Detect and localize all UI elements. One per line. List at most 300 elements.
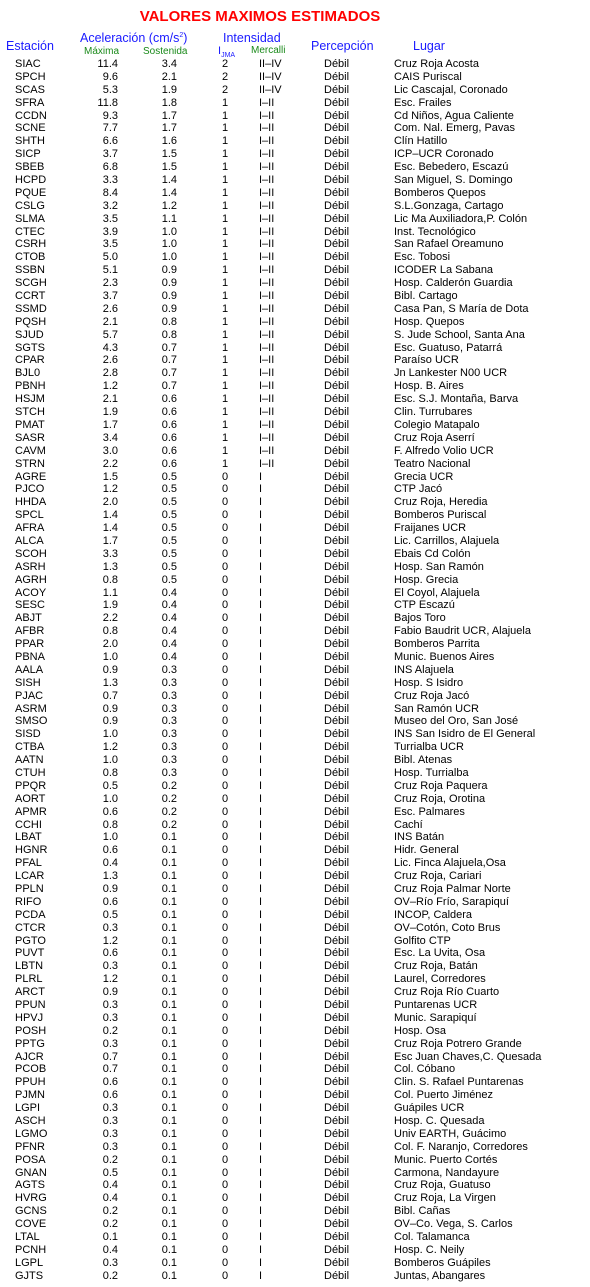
station-code: PGTO <box>15 934 46 947</box>
perception: Débil <box>324 58 350 70</box>
max-acceleration: 0.2 <box>102 1205 118 1218</box>
station-code: PQUE <box>15 186 47 199</box>
location: ICP–UCR Coronado <box>394 148 494 161</box>
location: Cruz Roja, Heredia <box>394 496 488 509</box>
table-row <box>0 819 590 832</box>
table-row <box>0 883 590 896</box>
sustained-acceleration: 0.2 <box>161 818 177 831</box>
max-acceleration: 1.9 <box>102 599 118 612</box>
ijma-intensity: 0 <box>221 483 229 496</box>
perception: Débil <box>324 431 350 444</box>
perception: Débil <box>324 457 350 470</box>
ijma-intensity: 0 <box>221 1050 229 1063</box>
max-acceleration: 1.9 <box>102 406 118 419</box>
location: Clin. S. Rafael Puntarenas <box>394 1076 524 1089</box>
station-code: GNAN <box>15 1166 47 1179</box>
max-acceleration: 1.0 <box>102 792 118 805</box>
table-row <box>0 909 590 922</box>
location: S. Jude School, Santa Ana <box>394 328 525 341</box>
mercalli-intensity: I <box>259 1192 263 1205</box>
mercalli-intensity: I <box>259 650 263 663</box>
table-row <box>0 1167 590 1180</box>
station-code: ABJT <box>15 612 42 625</box>
table-row <box>0 329 590 342</box>
max-acceleration: 5.0 <box>102 251 118 264</box>
perception: Débil <box>324 599 350 612</box>
station-code: ASRM <box>15 702 47 715</box>
perception: Débil <box>324 947 350 960</box>
mercalli-intensity: I <box>259 470 263 483</box>
mercalli-intensity: I <box>259 728 263 741</box>
max-acceleration: 3.2 <box>102 199 118 212</box>
ijma-intensity: 0 <box>221 1218 229 1231</box>
sustained-acceleration: 3.4 <box>161 58 177 70</box>
ijma-intensity: 1 <box>221 444 229 457</box>
mercalli-intensity: I <box>259 1243 263 1256</box>
table-row <box>0 947 590 960</box>
perception: Débil <box>324 921 350 934</box>
location: Col. Puerto Jiménez <box>394 1089 494 1102</box>
perception: Débil <box>324 638 350 651</box>
perception: Débil <box>324 238 350 251</box>
ijma-intensity: 0 <box>221 960 229 973</box>
sustained-acceleration: 0.3 <box>161 741 177 754</box>
location: El Coyol, Alajuela <box>394 586 480 599</box>
location: Lic Cascajal, Coronado <box>394 83 508 96</box>
max-acceleration: 0.6 <box>102 947 118 960</box>
mercalli-intensity: I <box>259 702 263 715</box>
sustained-acceleration: 1.6 <box>161 135 177 148</box>
table-row <box>0 857 590 870</box>
table-row <box>0 174 590 187</box>
mercalli-intensity: I <box>259 560 263 573</box>
ijma-intensity: 1 <box>221 277 229 290</box>
mercalli-intensity: I <box>259 483 263 496</box>
max-acceleration: 0.9 <box>102 986 118 999</box>
table-row <box>0 728 590 741</box>
station-code: LGPI <box>15 1102 41 1115</box>
location: Ebais Cd Colón <box>394 547 471 560</box>
mercalli-intensity: I–II <box>259 277 275 290</box>
station-code: PCNH <box>15 1243 47 1256</box>
max-acceleration: 0.8 <box>102 573 118 586</box>
sustained-acceleration: 0.1 <box>161 1063 177 1076</box>
mercalli-intensity: I <box>259 496 263 509</box>
table-row <box>0 677 590 690</box>
perception: Débil <box>324 857 350 870</box>
table-row <box>0 574 590 587</box>
mercalli-intensity: I <box>259 947 263 960</box>
sustained-acceleration: 0.7 <box>161 341 177 354</box>
sustained-acceleration: 0.4 <box>161 638 177 651</box>
location: Museo del Oro, San José <box>394 715 519 728</box>
table-row <box>0 690 590 703</box>
ijma-intensity: 0 <box>221 1243 229 1256</box>
perception: Débil <box>324 96 350 109</box>
station-code: CTOB <box>15 251 46 264</box>
station-code: HSJM <box>15 393 45 406</box>
ijma-intensity: 1 <box>221 406 229 419</box>
page-title: VALORES MAXIMOS ESTIMADOS <box>139 8 381 25</box>
ijma-intensity: 0 <box>221 857 229 870</box>
max-acceleration: 1.5 <box>102 470 118 483</box>
ijma-intensity: 1 <box>221 251 229 264</box>
sustained-acceleration: 1.0 <box>161 225 177 238</box>
sustained-acceleration: 0.7 <box>161 380 177 393</box>
table-row <box>0 58 590 71</box>
mercalli-intensity: II–IV <box>259 83 282 96</box>
perception: Débil <box>324 1205 350 1218</box>
sustained-acceleration: 0.4 <box>161 599 177 612</box>
perception: Débil <box>324 1063 350 1076</box>
mercalli-intensity: I <box>259 547 263 560</box>
mercalli-intensity: I <box>259 1076 263 1089</box>
perception: Débil <box>324 470 350 483</box>
perception: Débil <box>324 883 350 895</box>
table-row <box>0 458 590 471</box>
table-row <box>0 793 590 806</box>
mercalli-intensity: I–II <box>259 122 275 135</box>
mercalli-intensity: I <box>259 1205 263 1218</box>
mercalli-intensity: I–II <box>259 431 275 444</box>
ijma-intensity: 2 <box>221 58 229 70</box>
location: Golfito CTP <box>394 934 451 947</box>
sustained-acceleration: 0.1 <box>161 857 177 870</box>
table-row <box>0 135 590 148</box>
perception: Débil <box>324 973 350 986</box>
mercalli-intensity: I <box>259 1256 263 1269</box>
table-row <box>0 354 590 367</box>
location: Cruz Roja Palmar Norte <box>394 883 511 895</box>
max-acceleration: 8.4 <box>102 186 118 199</box>
perception: Débil <box>324 650 350 663</box>
ijma-intensity: 0 <box>221 986 229 999</box>
station-code: SMSO <box>15 715 48 728</box>
mercalli-intensity: I–II <box>259 161 275 174</box>
sustained-acceleration: 0.4 <box>161 612 177 625</box>
perception: Débil <box>324 251 350 264</box>
table-row <box>0 1218 590 1231</box>
sustained-acceleration: 0.2 <box>161 805 177 818</box>
sustained-acceleration: 0.1 <box>161 1269 177 1282</box>
station-code: CAVM <box>15 444 46 457</box>
table-row <box>0 1231 590 1244</box>
max-acceleration: 3.0 <box>102 444 118 457</box>
table-row <box>0 380 590 393</box>
ijma-intensity: 1 <box>221 174 229 187</box>
station-code: COVE <box>15 1218 47 1231</box>
sustained-acceleration: 1.4 <box>161 174 177 187</box>
ijma-intensity: 0 <box>221 496 229 509</box>
mercalli-intensity: I–II <box>259 186 275 199</box>
location: Fabio Baudrit UCR, Alajuela <box>394 625 531 638</box>
sustained-acceleration: 0.5 <box>161 470 177 483</box>
location: Clín Hatillo <box>394 135 448 148</box>
ijma-intensity: 0 <box>221 470 229 483</box>
mercalli-intensity: I <box>259 766 263 779</box>
ijma-intensity: 0 <box>221 883 229 895</box>
ijma-intensity: 1 <box>221 341 229 354</box>
table-row <box>0 342 590 355</box>
station-code: PPUN <box>15 999 46 1012</box>
table-row <box>0 1179 590 1192</box>
header-sostenida: Sostenida <box>143 46 188 57</box>
max-acceleration: 5.3 <box>102 83 118 96</box>
sustained-acceleration: 0.3 <box>161 728 177 741</box>
table-row <box>0 445 590 458</box>
mercalli-intensity: I <box>259 509 263 522</box>
location: Hosp. San Ramón <box>394 560 484 573</box>
max-acceleration: 0.2 <box>102 1218 118 1231</box>
table-row <box>0 1102 590 1115</box>
ijma-intensity: 0 <box>221 908 229 921</box>
location: Fraijanes UCR <box>394 522 467 535</box>
ijma-intensity: 0 <box>221 1179 229 1192</box>
location: INCOP, Caldera <box>394 908 473 921</box>
location: Juntas, Abangares <box>394 1269 486 1282</box>
location: Esc. Frailes <box>394 96 452 109</box>
sustained-acceleration: 0.1 <box>161 947 177 960</box>
max-acceleration: 7.7 <box>102 122 118 135</box>
perception: Débil <box>324 496 350 509</box>
location: San Miguel, S. Domingo <box>394 174 513 187</box>
max-acceleration: 2.1 <box>102 393 118 406</box>
ijma-intensity: 0 <box>221 947 229 960</box>
perception: Débil <box>324 122 350 135</box>
mercalli-intensity: I <box>259 1231 263 1244</box>
max-acceleration: 1.0 <box>102 754 118 767</box>
perception: Débil <box>324 1127 350 1140</box>
station-code: CPAR <box>15 354 45 367</box>
header-aceleracion-sup: 2 <box>179 31 184 39</box>
station-code: SJUD <box>15 328 44 341</box>
max-acceleration: 0.8 <box>102 766 118 779</box>
mercalli-intensity: I <box>259 1153 263 1166</box>
max-acceleration: 2.8 <box>102 367 118 380</box>
max-acceleration: 0.9 <box>102 702 118 715</box>
table-row <box>0 471 590 484</box>
location: Teatro Nacional <box>394 457 471 470</box>
sustained-acceleration: 0.1 <box>161 1076 177 1089</box>
location: Hosp. Grecia <box>394 573 459 586</box>
mercalli-intensity: I <box>259 805 263 818</box>
station-code: CCHI <box>15 818 42 831</box>
header-aceleracion-close: ) <box>183 31 188 45</box>
sustained-acceleration: 0.3 <box>161 676 177 689</box>
sustained-acceleration: 0.7 <box>161 354 177 367</box>
station-code: AATN <box>15 754 44 767</box>
mercalli-intensity: I <box>259 741 263 754</box>
perception: Débil <box>324 676 350 689</box>
station-code: PFNR <box>15 1140 45 1153</box>
mercalli-intensity: I <box>259 870 263 883</box>
ijma-intensity: 0 <box>221 1089 229 1102</box>
station-code: PBNA <box>15 650 45 663</box>
perception: Débil <box>324 715 350 728</box>
ijma-intensity: 1 <box>221 238 229 251</box>
max-acceleration: 0.7 <box>102 1063 118 1076</box>
table-row <box>0 122 590 135</box>
sustained-acceleration: 0.1 <box>161 908 177 921</box>
ijma-intensity: 1 <box>221 315 229 328</box>
location: Lic. Finca Alajuela,Osa <box>394 857 506 870</box>
perception: Débil <box>324 1115 350 1128</box>
sustained-acceleration: 0.3 <box>161 754 177 767</box>
header-estacion: Estación <box>6 39 54 53</box>
perception: Débil <box>324 135 350 148</box>
location: Cruz Roja Jacó <box>394 689 470 702</box>
perception: Débil <box>324 831 350 844</box>
location: Cd Niños, Agua Caliente <box>394 109 514 122</box>
perception: Débil <box>324 341 350 354</box>
ijma-intensity: 0 <box>221 766 229 779</box>
station-code: LCAR <box>15 870 45 883</box>
max-acceleration: 2.0 <box>102 496 118 509</box>
ijma-intensity: 0 <box>221 818 229 831</box>
location: Bomberos Parrita <box>394 638 480 651</box>
mercalli-intensity: I–II <box>259 96 275 109</box>
station-code: AFRA <box>15 522 45 535</box>
location: INS Batán <box>394 831 445 844</box>
location: Cachí <box>394 818 423 831</box>
max-acceleration: 6.8 <box>102 161 118 174</box>
max-acceleration: 3.9 <box>102 225 118 238</box>
perception: Débil <box>324 1218 350 1231</box>
station-code: PPLN <box>15 883 44 895</box>
mercalli-intensity: I <box>259 1140 263 1153</box>
location: Bibl. Cañas <box>394 1205 451 1218</box>
table-row <box>0 870 590 883</box>
table-row <box>0 960 590 973</box>
mercalli-intensity: I <box>259 522 263 535</box>
table-row <box>0 1128 590 1141</box>
mercalli-intensity: I <box>259 1166 263 1179</box>
station-code: SESC <box>15 599 45 612</box>
table-row <box>0 561 590 574</box>
perception: Débil <box>324 1050 350 1063</box>
perception: Débil <box>324 161 350 174</box>
station-code: CTBA <box>15 741 45 754</box>
station-code: ASRH <box>15 560 46 573</box>
max-acceleration: 1.7 <box>102 418 118 431</box>
table-row <box>0 999 590 1012</box>
sustained-acceleration: 0.1 <box>161 1115 177 1128</box>
perception: Débil <box>324 1076 350 1089</box>
station-code: PJMN <box>15 1089 45 1102</box>
sustained-acceleration: 0.3 <box>161 715 177 728</box>
table-row <box>0 780 590 793</box>
perception: Débil <box>324 367 350 380</box>
ijma-intensity: 0 <box>221 1269 229 1282</box>
station-code: PQSH <box>15 315 47 328</box>
sustained-acceleration: 0.2 <box>161 792 177 805</box>
ijma-intensity: 2 <box>221 83 229 96</box>
station-code: SCGH <box>15 277 47 290</box>
station-code: PPAR <box>15 638 45 651</box>
max-acceleration: 2.1 <box>102 315 118 328</box>
table-row <box>0 1076 590 1089</box>
sustained-acceleration: 0.1 <box>161 1153 177 1166</box>
max-acceleration: 0.8 <box>102 625 118 638</box>
perception: Débil <box>324 354 350 367</box>
sustained-acceleration: 0.1 <box>161 895 177 908</box>
station-code: AGTS <box>15 1179 45 1192</box>
ijma-intensity: 0 <box>221 831 229 844</box>
table-row <box>0 1154 590 1167</box>
mercalli-intensity: I–II <box>259 174 275 187</box>
mercalli-intensity: I <box>259 844 263 857</box>
max-acceleration: 0.6 <box>102 844 118 857</box>
max-acceleration: 0.9 <box>102 715 118 728</box>
sustained-acceleration: 0.1 <box>161 1243 177 1256</box>
station-code: LGMO <box>15 1127 48 1140</box>
sustained-acceleration: 1.5 <box>161 161 177 174</box>
max-acceleration: 5.1 <box>102 264 118 277</box>
sustained-acceleration: 0.9 <box>161 302 177 315</box>
perception: Débil <box>324 1179 350 1192</box>
sustained-acceleration: 0.2 <box>161 779 177 792</box>
perception: Débil <box>324 870 350 883</box>
mercalli-intensity: I <box>259 857 263 870</box>
location: Hosp. C. Quesada <box>394 1115 485 1128</box>
ijma-intensity: 1 <box>221 135 229 148</box>
table-row <box>0 264 590 277</box>
mercalli-intensity: I–II <box>259 444 275 457</box>
location: Cruz Roja, Orotina <box>394 792 486 805</box>
station-code: LBTN <box>15 960 44 973</box>
perception: Débil <box>324 109 350 122</box>
mercalli-intensity: I <box>259 895 263 908</box>
header-maxima: Máxima <box>84 46 120 57</box>
ijma-intensity: 0 <box>221 999 229 1012</box>
station-code: LBAT <box>15 831 42 844</box>
location: Col. Talamanca <box>394 1231 470 1244</box>
sustained-acceleration: 0.6 <box>161 393 177 406</box>
station-code: PMAT <box>15 418 45 431</box>
perception: Débil <box>324 908 350 921</box>
location: Cruz Roja, Cariari <box>394 870 482 883</box>
location: Esc. La Uvita, Osa <box>394 947 486 960</box>
perception: Débil <box>324 805 350 818</box>
station-code: SCAS <box>15 83 45 96</box>
perception: Débil <box>324 186 350 199</box>
mercalli-intensity: I <box>259 986 263 999</box>
location: Cruz Roja Acosta <box>394 58 479 70</box>
max-acceleration: 0.5 <box>102 1166 118 1179</box>
max-acceleration: 0.2 <box>102 1024 118 1037</box>
sustained-acceleration: 0.6 <box>161 444 177 457</box>
perception: Débil <box>324 754 350 767</box>
sustained-acceleration: 0.1 <box>161 1179 177 1192</box>
mercalli-intensity: I <box>259 599 263 612</box>
max-acceleration: 11.8 <box>97 96 118 109</box>
max-acceleration: 0.9 <box>102 883 118 895</box>
perception: Débil <box>324 663 350 676</box>
station-code: LTAL <box>15 1231 40 1244</box>
sustained-acceleration: 0.9 <box>161 277 177 290</box>
station-code: APMR <box>15 805 47 818</box>
perception: Débil <box>324 702 350 715</box>
sustained-acceleration: 0.5 <box>161 483 177 496</box>
station-code: PCDA <box>15 908 46 921</box>
header-lugar: Lugar <box>413 39 445 53</box>
max-acceleration: 2.2 <box>102 457 118 470</box>
mercalli-intensity: I–II <box>259 354 275 367</box>
location: F. Alfredo Volio UCR <box>394 444 494 457</box>
station-code: CSRH <box>15 238 47 251</box>
ijma-intensity: 1 <box>221 290 229 303</box>
sustained-acceleration: 0.7 <box>161 367 177 380</box>
